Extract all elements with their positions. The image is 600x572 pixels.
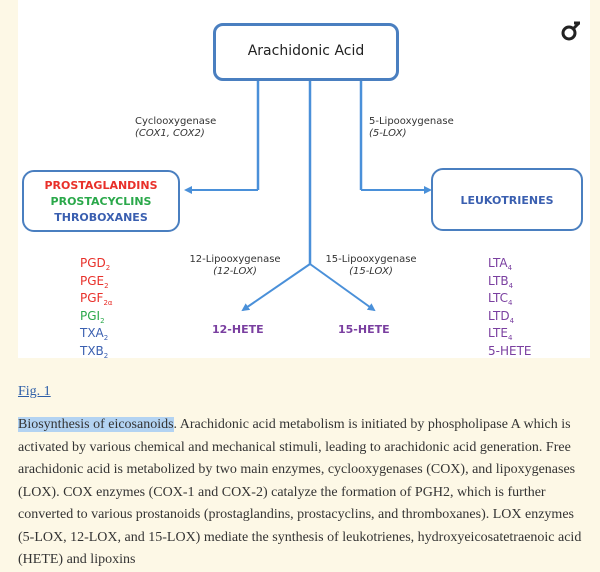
leukotriene-product [488, 256, 531, 274]
lox5-enzyme-name: 5-Lipooxygenase [369, 116, 454, 127]
prostanoid-product-subscript: 2 [103, 334, 109, 342]
prostanoid-product-subscript: 2 [103, 351, 109, 360]
prostanoid-product [80, 256, 113, 274]
leukotriene-product [488, 326, 531, 344]
leukotrienes-box [431, 168, 583, 231]
cox-enzyme-label [135, 116, 216, 140]
leukotriene-product [488, 291, 531, 309]
leukotriene-product-name: LTA [488, 256, 508, 270]
prostanoid-product-subscript: 2 [104, 281, 109, 290]
prostanoid-product-name: TXA [80, 326, 104, 340]
prostanoids-box [22, 170, 180, 232]
prostacyclins-label: PROSTACYCLINS [50, 195, 152, 208]
prostanoid-product-subscript: 2α [103, 299, 113, 307]
prostanoid-product-name: PGE [80, 273, 105, 288]
caption-body: . Arachidonic acid metabolism is initiated by phospholipase A which is activated by various chemical and mechanical stimuli, leading to arachidonic acid generation. Free arachidonic acid is metabolized by two main enzymes, cyclooxygenases (COX), and lipoxygenases (LOX). COX enzymes (COX-1 and COX-2) catalyze the formation of PGH2, which is further converted to various prostanoids (prostaglandins, prostacyclins, and thromboxanes). LOX enzymes (5-LOX, 12-LOX, and 15-LOX) mediate the synthesis of leukotrienes, hydroxyeicosatetraenoic acid (HETE) and lipoxins [18, 417, 582, 567]
prostanoids-lines [24, 178, 178, 226]
leukotriene-products [488, 256, 531, 359]
caption-heading[interactable]: Biosynthesis of eicosanoids [18, 417, 174, 432]
hete12-label: 12-HETE [212, 323, 264, 336]
cox-enzyme-name: Cyclooxygenase [135, 116, 217, 127]
eicosanoid-figure [18, 0, 590, 358]
throboxanes-label: THROBOXANES [54, 211, 148, 224]
lox15-enzyme-label [325, 254, 417, 278]
figure-link[interactable]: Fig. 1 [18, 384, 51, 399]
prostanoid-product-name: PGI [80, 308, 101, 323]
leukotriene-product [488, 309, 531, 327]
leukotriene-product-name: LTB [488, 273, 509, 288]
leukotriene-product-name: LTC [488, 291, 509, 305]
leukotriene-product-subscript: 4 [508, 281, 514, 290]
leukotriene-product-subscript: 4 [507, 334, 513, 342]
leukotriene-product-name: LTD [488, 308, 510, 323]
prostanoid-product-subscript: 2 [100, 316, 105, 325]
prostanoid-product [80, 344, 113, 362]
leukotrienes-label: LEUKOTRIENES [460, 194, 554, 207]
prostanoid-product-name: PGF [80, 291, 104, 305]
prostanoid-product-subscript: 2 [105, 264, 111, 272]
lox15-enzyme-abbr: (15-LOX) [349, 266, 393, 277]
prostanoid-product [80, 326, 113, 344]
prostanoid-products [80, 256, 113, 361]
leukotriene-product-subscript: 4 [508, 299, 513, 307]
prostaglandins-label: PROSTAGLANDINS [44, 179, 158, 192]
root-label: Arachidonic Acid [247, 43, 365, 59]
leukotriene-product-name: LTE [488, 326, 508, 340]
cox-enzyme-abbr: (COX1, COX2) [135, 128, 205, 139]
prostanoid-product-name: PGD [80, 256, 106, 270]
leukotriene-product-subscript: 4 [509, 316, 515, 325]
leukotriene-product-name: 5-HETE [488, 343, 532, 358]
figure-caption [18, 414, 590, 572]
leukotriene-product [488, 344, 531, 360]
lox12-enzyme-name: 12-Lipooxygenase [189, 254, 281, 265]
lox5-enzyme-abbr: (5-LOX) [369, 128, 407, 139]
prostanoid-product [80, 274, 113, 292]
hete15-label: 15-HETE [338, 323, 390, 336]
lox12-enzyme-label [189, 254, 281, 278]
prostanoid-product-name: TXB [80, 343, 104, 358]
root-box [213, 23, 399, 81]
sci-hub-icon[interactable] [558, 18, 584, 44]
lox5-enzyme-label [369, 116, 454, 140]
leukotriene-product [488, 274, 531, 292]
prostanoid-product [80, 291, 113, 309]
prostanoid-product [80, 309, 113, 327]
lox15-enzyme-name: 15-Lipooxygenase [325, 254, 417, 265]
lox12-enzyme-abbr: (12-LOX) [213, 266, 257, 277]
leukotriene-product-subscript: 4 [507, 264, 513, 272]
